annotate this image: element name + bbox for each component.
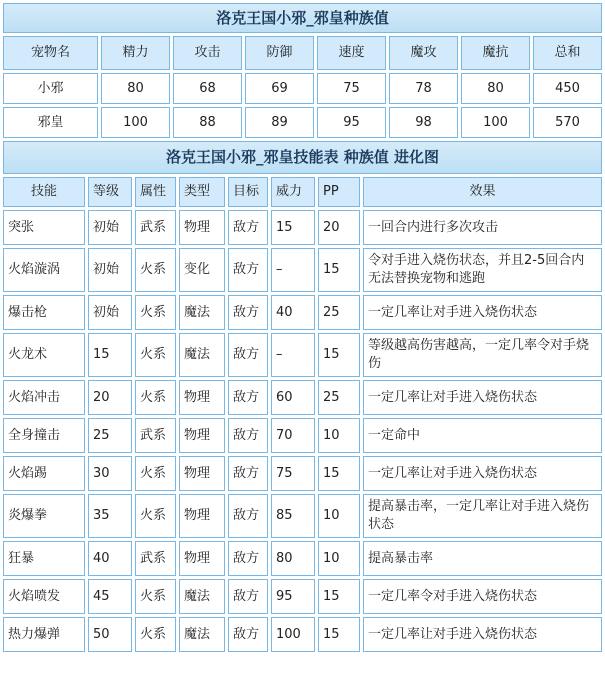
table-row xyxy=(3,456,602,491)
effect-cell: 提高暴击率 xyxy=(363,541,602,576)
cell: 邪皇 xyxy=(3,107,98,138)
cell: 敌方 xyxy=(228,541,268,576)
cell: 火系 xyxy=(135,617,176,652)
cell: 武系 xyxy=(135,210,176,245)
cell: 10 xyxy=(318,541,360,576)
cell: 爆击枪 xyxy=(3,295,85,330)
cell: 88 xyxy=(173,107,242,138)
cell: 敌方 xyxy=(228,210,268,245)
cell: 60 xyxy=(271,380,315,415)
table-row xyxy=(3,248,602,292)
effect-cell: 一定命中 xyxy=(363,418,602,453)
cell: 100 xyxy=(271,617,315,652)
header-cell: 宠物名 xyxy=(3,36,98,70)
cell: 火焰漩涡 xyxy=(3,248,85,292)
cell: 15 xyxy=(318,333,360,377)
cell: 450 xyxy=(533,73,602,104)
table-row xyxy=(3,541,602,576)
header-cell: 总和 xyxy=(533,36,602,70)
cell: 15 xyxy=(318,617,360,652)
cell: 敌方 xyxy=(228,579,268,614)
cell: 突张 xyxy=(3,210,85,245)
cell: 30 xyxy=(88,456,132,491)
table-row xyxy=(3,210,602,245)
header-cell: 目标 xyxy=(228,177,268,207)
effect-cell: 一定几率让对手进入烧伤状态 xyxy=(363,456,602,491)
cell: 敌方 xyxy=(228,418,268,453)
effect-cell: 一定几率令对手进入烧伤状态 xyxy=(363,579,602,614)
cell: 火焰踢 xyxy=(3,456,85,491)
cell: 敌方 xyxy=(228,617,268,652)
cell: 物理 xyxy=(179,456,225,491)
stats-header-row xyxy=(3,36,602,70)
cell: 敌方 xyxy=(228,295,268,330)
cell: – xyxy=(271,333,315,377)
header-cell: 威力 xyxy=(271,177,315,207)
cell: 初始 xyxy=(88,248,132,292)
cell: 25 xyxy=(318,295,360,330)
table-row xyxy=(3,617,602,652)
cell: 炎爆拳 xyxy=(3,494,85,538)
cell: – xyxy=(271,248,315,292)
cell: 570 xyxy=(533,107,602,138)
table-row xyxy=(3,295,602,330)
cell: 45 xyxy=(88,579,132,614)
header-cell: 防御 xyxy=(245,36,314,70)
header-cell: 魔抗 xyxy=(461,36,530,70)
cell: 物理 xyxy=(179,541,225,576)
cell: 全身撞击 xyxy=(3,418,85,453)
cell: 15 xyxy=(271,210,315,245)
table-row xyxy=(3,494,602,538)
cell: 火系 xyxy=(135,579,176,614)
cell: 变化 xyxy=(179,248,225,292)
header-cell: 精力 xyxy=(101,36,170,70)
header-cell: PP xyxy=(318,177,360,207)
cell: 敌方 xyxy=(228,248,268,292)
cell: 50 xyxy=(88,617,132,652)
cell: 狂暴 xyxy=(3,541,85,576)
skills-header-row xyxy=(3,177,602,207)
stats-table-title: 洛克王国小邪_邪皇种族值 xyxy=(3,3,602,33)
cell: 80 xyxy=(461,73,530,104)
cell: 10 xyxy=(318,418,360,453)
cell: 85 xyxy=(271,494,315,538)
effect-cell: 一定几率让对手进入烧伤状态 xyxy=(363,295,602,330)
cell: 40 xyxy=(271,295,315,330)
cell: 70 xyxy=(271,418,315,453)
cell: 78 xyxy=(389,73,458,104)
cell: 物理 xyxy=(179,418,225,453)
cell: 火系 xyxy=(135,456,176,491)
cell: 物理 xyxy=(179,210,225,245)
cell: 10 xyxy=(318,494,360,538)
cell: 100 xyxy=(101,107,170,138)
cell: 敌方 xyxy=(228,380,268,415)
header-cell: 等级 xyxy=(88,177,132,207)
cell: 敌方 xyxy=(228,494,268,538)
cell: 敌方 xyxy=(228,333,268,377)
cell: 初始 xyxy=(88,210,132,245)
skills-table xyxy=(0,138,605,655)
cell: 物理 xyxy=(179,494,225,538)
cell: 98 xyxy=(389,107,458,138)
header-cell: 效果 xyxy=(363,177,602,207)
cell: 火系 xyxy=(135,295,176,330)
table-row xyxy=(3,380,602,415)
table-row xyxy=(3,107,602,138)
cell: 15 xyxy=(318,579,360,614)
cell: 火龙术 xyxy=(3,333,85,377)
table-row xyxy=(3,333,602,377)
cell: 68 xyxy=(173,73,242,104)
header-cell: 类型 xyxy=(179,177,225,207)
cell: 15 xyxy=(88,333,132,377)
effect-cell: 一定几率让对手进入烧伤状态 xyxy=(363,380,602,415)
table-row xyxy=(3,579,602,614)
cell: 魔法 xyxy=(179,295,225,330)
cell: 火系 xyxy=(135,248,176,292)
cell: 火系 xyxy=(135,380,176,415)
cell: 火系 xyxy=(135,333,176,377)
cell: 敌方 xyxy=(228,456,268,491)
effect-cell: 令对手进入烧伤状态，并且2-5回合内无法替换宠物和逃跑 xyxy=(363,248,602,292)
cell: 15 xyxy=(318,248,360,292)
cell: 100 xyxy=(461,107,530,138)
header-cell: 攻击 xyxy=(173,36,242,70)
cell: 25 xyxy=(318,380,360,415)
cell: 热力爆弹 xyxy=(3,617,85,652)
cell: 20 xyxy=(88,380,132,415)
cell: 75 xyxy=(271,456,315,491)
cell: 魔法 xyxy=(179,333,225,377)
cell: 25 xyxy=(88,418,132,453)
header-cell: 属性 xyxy=(135,177,176,207)
cell: 初始 xyxy=(88,295,132,330)
effect-cell: 一回合内进行多次攻击 xyxy=(363,210,602,245)
cell: 火焰喷发 xyxy=(3,579,85,614)
cell: 小邪 xyxy=(3,73,98,104)
cell: 火系 xyxy=(135,494,176,538)
cell: 20 xyxy=(318,210,360,245)
cell: 火焰冲击 xyxy=(3,380,85,415)
table-row xyxy=(3,73,602,104)
cell: 35 xyxy=(88,494,132,538)
cell: 89 xyxy=(245,107,314,138)
cell: 80 xyxy=(101,73,170,104)
cell: 40 xyxy=(88,541,132,576)
cell: 80 xyxy=(271,541,315,576)
stats-table xyxy=(0,0,605,141)
cell: 15 xyxy=(318,456,360,491)
cell: 武系 xyxy=(135,418,176,453)
cell: 魔法 xyxy=(179,617,225,652)
cell: 魔法 xyxy=(179,579,225,614)
cell: 95 xyxy=(317,107,386,138)
cell: 95 xyxy=(271,579,315,614)
skills-table-title: 洛克王国小邪_邪皇技能表 种族值 进化图 xyxy=(3,141,602,174)
effect-cell: 一定几率让对手进入烧伤状态 xyxy=(363,617,602,652)
effect-cell: 等级越高伤害越高，一定几率令对手烧伤 xyxy=(363,333,602,377)
header-cell: 魔攻 xyxy=(389,36,458,70)
cell: 物理 xyxy=(179,380,225,415)
header-cell: 速度 xyxy=(317,36,386,70)
header-cell: 技能 xyxy=(3,177,85,207)
cell: 69 xyxy=(245,73,314,104)
cell: 75 xyxy=(317,73,386,104)
cell: 武系 xyxy=(135,541,176,576)
table-row xyxy=(3,418,602,453)
effect-cell: 提高暴击率，一定几率让对手进入烧伤状态 xyxy=(363,494,602,538)
